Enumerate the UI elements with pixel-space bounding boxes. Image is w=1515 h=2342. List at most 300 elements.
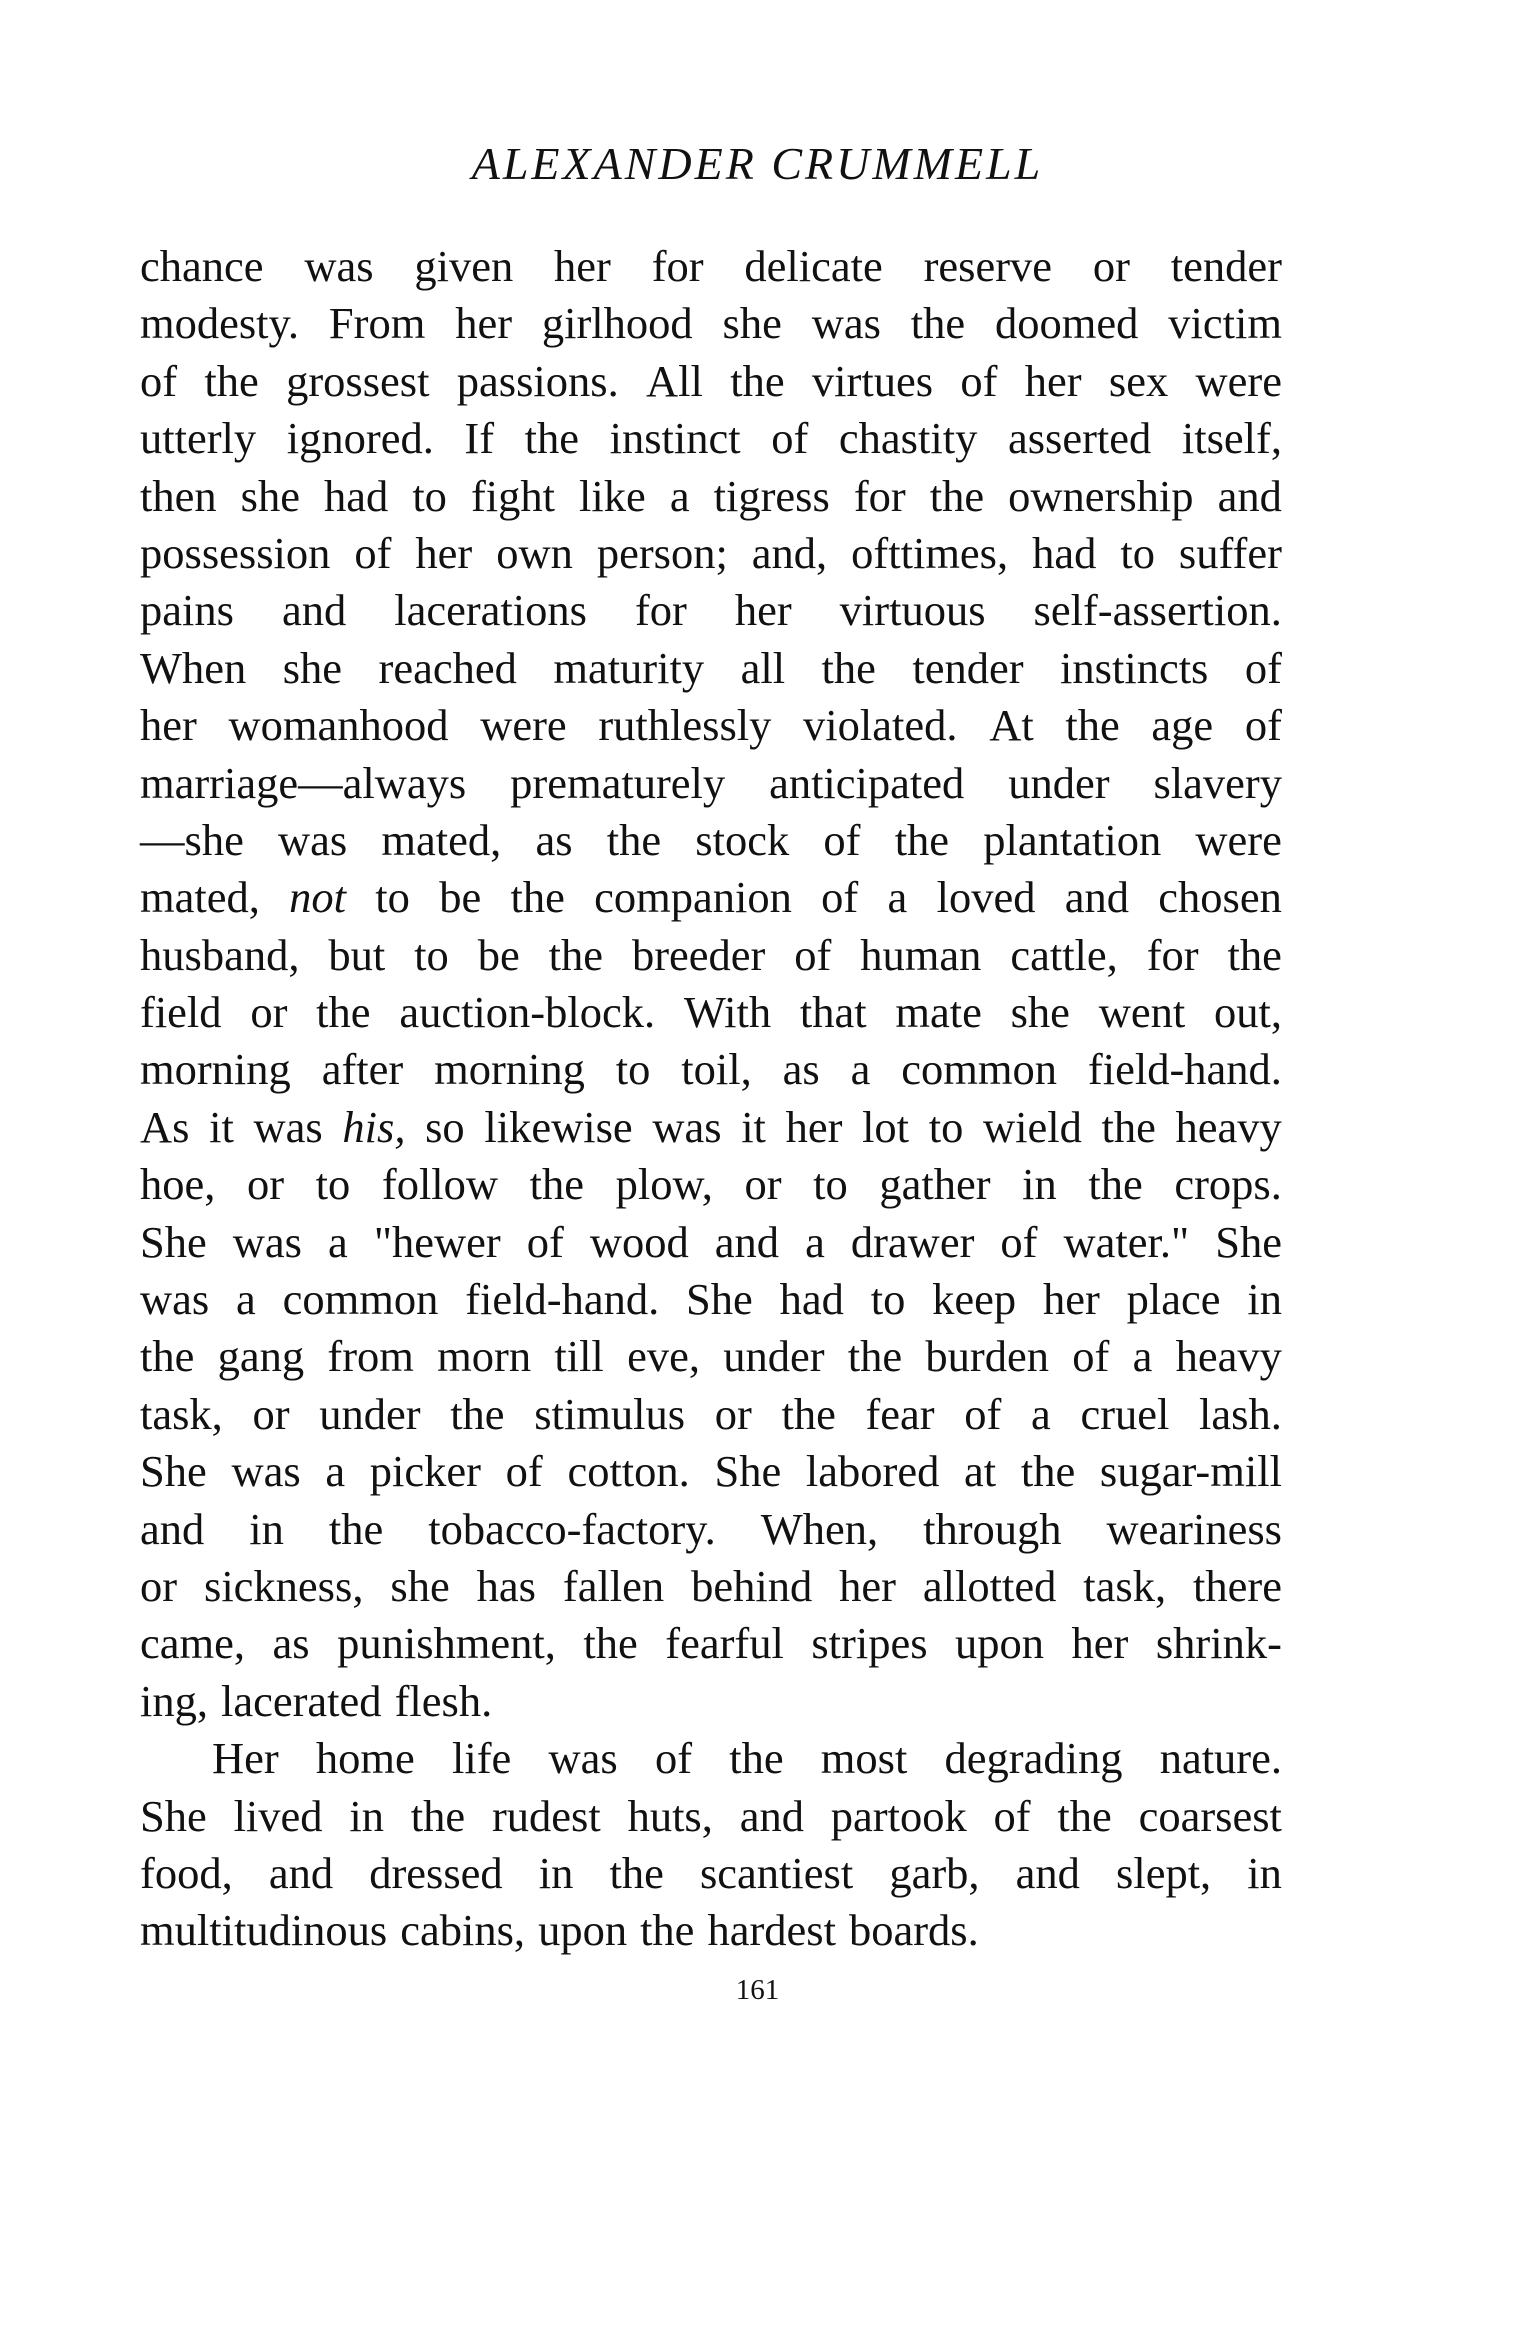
word: a (805, 1216, 825, 1267)
word: in (349, 1790, 384, 1841)
word: and (739, 1790, 804, 1841)
word: was (253, 1101, 323, 1152)
body-text (140, 238, 1282, 1960)
word: the (1057, 1790, 1112, 1841)
word: lacerations (394, 585, 587, 636)
word: coarsest (1138, 1790, 1282, 1841)
word: flesh. (394, 1675, 493, 1726)
word: the (1227, 929, 1282, 980)
word: person; (596, 527, 728, 578)
word: scantiest (699, 1847, 854, 1898)
text-line (140, 582, 1282, 639)
word: behind (691, 1560, 813, 1611)
word: the (529, 1159, 585, 1210)
word: doomed (995, 298, 1139, 349)
text-line (140, 869, 1282, 926)
word: ruthlessly (598, 700, 772, 751)
word: of (960, 355, 998, 406)
word: the (1065, 700, 1120, 751)
word: keep (932, 1274, 1017, 1325)
word: home (315, 1733, 415, 1784)
word: her (839, 1560, 896, 1611)
word: she (282, 642, 343, 693)
text-line (140, 640, 1282, 697)
text-line (140, 927, 1282, 984)
word: lived (233, 1790, 323, 1841)
word: she (722, 298, 782, 349)
word: She (140, 1216, 207, 1267)
word: has (476, 1560, 536, 1611)
running-head: ALEXANDER CRUMMELL (471, 138, 1044, 189)
word: the (910, 298, 966, 349)
word: her (140, 700, 197, 751)
word: or (714, 1388, 752, 1439)
word: picker (369, 1446, 481, 1497)
word: a (850, 1044, 871, 1095)
text-line (140, 1271, 1282, 1328)
text-line (140, 1558, 1282, 1615)
word: to (928, 1101, 964, 1152)
word: to (813, 1159, 848, 1210)
word: crops. (1174, 1159, 1282, 1210)
word: stimulus (534, 1388, 686, 1439)
word: of (140, 355, 178, 406)
word: of (964, 1388, 1002, 1439)
text-line (140, 984, 1282, 1041)
word: marriage—always (140, 757, 467, 808)
word: dressed (369, 1847, 503, 1898)
word: gang (217, 1331, 305, 1382)
word: as (782, 1044, 820, 1095)
word: had (324, 470, 389, 521)
text-line (140, 1501, 1282, 1558)
text-line (140, 1845, 1282, 1902)
text-line (140, 410, 1282, 467)
word: —she (140, 814, 244, 865)
word: she (240, 470, 300, 521)
word: of (993, 1790, 1031, 1841)
word: fight (470, 470, 556, 521)
word: at (964, 1446, 997, 1497)
word: itself, (1181, 413, 1282, 464)
word: was (811, 298, 881, 349)
word: follow (381, 1159, 499, 1210)
word: the (640, 1905, 695, 1956)
word: ignored. (286, 413, 434, 464)
word: field (140, 987, 222, 1038)
word: lash. (1199, 1388, 1282, 1439)
word: she (1010, 987, 1070, 1038)
word: in (1247, 1274, 1282, 1325)
word: field-hand. (1087, 1044, 1282, 1095)
word: that (799, 987, 867, 1038)
word: labored (805, 1446, 940, 1497)
word: her (415, 527, 473, 578)
word: and (1217, 470, 1282, 521)
word: heavy (1175, 1101, 1282, 1152)
text-line (140, 1443, 1282, 1500)
word: plow, (615, 1159, 713, 1210)
word: Her (212, 1733, 279, 1784)
word: and (714, 1216, 780, 1267)
text-line (140, 295, 1282, 352)
text-line (140, 1386, 1282, 1443)
word: his, (342, 1101, 406, 1152)
word: drawer (850, 1216, 975, 1267)
word: the (821, 642, 876, 693)
word: or (252, 1388, 290, 1439)
word: was (140, 1274, 210, 1325)
word: auction-block. (399, 987, 656, 1038)
word: the (140, 1331, 195, 1382)
word: hardest (707, 1905, 836, 1956)
word: fearful (665, 1618, 784, 1669)
word: in (1247, 1847, 1282, 1898)
word: multitudinous (140, 1905, 388, 1956)
word: possession (140, 527, 331, 578)
word: the (316, 987, 371, 1038)
word: reserve (923, 241, 1053, 291)
word: in (538, 1847, 574, 1898)
word: a (1031, 1388, 1051, 1439)
word: virtues (811, 355, 934, 406)
word: or (140, 1560, 178, 1611)
word: She (140, 1790, 207, 1841)
word: most (820, 1733, 908, 1784)
word: partook (830, 1790, 967, 1841)
word: after (321, 1044, 404, 1095)
word: own (496, 527, 573, 578)
word: the (929, 470, 985, 521)
word: be (439, 872, 482, 923)
word: task, (140, 1388, 223, 1439)
word: food, (140, 1847, 233, 1898)
word: water." (1063, 1216, 1190, 1267)
text-line (140, 1730, 1282, 1787)
word: nature. (1159, 1733, 1282, 1784)
word: to (1120, 527, 1155, 578)
word: the (510, 872, 565, 923)
word: morning (434, 1044, 585, 1095)
word: but (328, 929, 386, 980)
page-number: 161 (735, 1974, 780, 2006)
word: her (1043, 1274, 1100, 1325)
word: companion (594, 872, 792, 923)
word: rudest (491, 1790, 601, 1841)
word: till (554, 1331, 604, 1382)
word: went (1098, 987, 1186, 1038)
word: had (779, 1274, 844, 1325)
word: field-hand. (465, 1274, 660, 1325)
word: the (548, 929, 604, 980)
word: ownership (1008, 470, 1194, 521)
word: for (853, 470, 906, 521)
word: modesty. (140, 298, 300, 349)
word: were (1195, 355, 1282, 406)
word: the (524, 413, 580, 464)
word: utterly (140, 413, 257, 464)
word: the (1101, 1101, 1156, 1152)
word: common (901, 1044, 1058, 1095)
word: mated, (140, 872, 260, 923)
word: of (1072, 1331, 1110, 1382)
word: When, (760, 1503, 879, 1554)
word: and, (751, 527, 828, 578)
word: to (870, 1274, 906, 1325)
word: the (847, 1331, 903, 1382)
word: out, (1213, 987, 1282, 1038)
word: to (412, 470, 447, 521)
word: toil, (681, 1044, 752, 1095)
word: was (278, 814, 348, 865)
word: the (204, 355, 259, 406)
word: for (651, 241, 704, 291)
word: suffer (1178, 527, 1282, 578)
word: virtuous (839, 585, 986, 636)
word: a (236, 1274, 256, 1325)
word: loved (936, 872, 1036, 923)
word: then (140, 470, 217, 521)
word: life (452, 1733, 512, 1784)
word: or (744, 1159, 782, 1210)
word: slept, (1116, 1847, 1212, 1898)
word: instincts (1060, 642, 1209, 693)
word: cotton. (567, 1446, 690, 1497)
text-line (140, 1788, 1282, 1845)
word: wield (982, 1101, 1082, 1152)
word: was (548, 1733, 618, 1784)
word: of (654, 1733, 693, 1784)
word: heavy (1175, 1331, 1282, 1382)
word: it (741, 1101, 766, 1152)
word: ofttimes, (851, 527, 1009, 578)
word: to (615, 1044, 651, 1095)
word: all (740, 642, 786, 693)
word: slavery (1153, 757, 1282, 808)
word: victim (1168, 298, 1282, 349)
word: of (1244, 642, 1282, 693)
word: boards. (848, 1905, 979, 1956)
word: gather (879, 1159, 991, 1210)
word: sex (1108, 355, 1169, 406)
word: grossest (286, 355, 430, 406)
word: her (734, 585, 792, 636)
word: human (860, 929, 982, 980)
word: were (480, 700, 567, 751)
word: of (823, 814, 861, 865)
word: She (1215, 1216, 1282, 1267)
word: and (1015, 1847, 1080, 1898)
word: common (282, 1274, 439, 1325)
word: the (450, 1388, 505, 1439)
word: the (1020, 1446, 1076, 1497)
word: garb, (889, 1847, 980, 1898)
text-line (140, 353, 1282, 410)
word: under (723, 1331, 825, 1382)
word: burden (925, 1331, 1049, 1382)
word: self-assertion. (1033, 585, 1282, 636)
word: place (1126, 1274, 1221, 1325)
word: came, (140, 1618, 245, 1669)
word: of (1000, 1216, 1038, 1267)
word: the (894, 814, 950, 865)
word: prematurely (510, 757, 726, 808)
word: likewise (484, 1101, 633, 1152)
word: hoe, (140, 1159, 216, 1210)
word: chosen (1158, 872, 1282, 923)
word: as (272, 1618, 310, 1669)
word: weariness (1106, 1503, 1282, 1554)
word: With (683, 987, 772, 1038)
word: stock (695, 814, 790, 865)
word: girlhood (541, 298, 693, 349)
text-line (140, 1214, 1282, 1271)
word: cruel (1080, 1388, 1170, 1439)
word: tender (1170, 241, 1282, 291)
word: given (414, 241, 514, 291)
word: the (781, 1388, 836, 1439)
word: a (887, 872, 908, 923)
text-line (140, 697, 1282, 754)
word: was (652, 1101, 722, 1152)
word: breeder (631, 929, 766, 980)
word: her (455, 298, 513, 349)
word: "hewer (373, 1216, 501, 1267)
word: as (535, 814, 573, 865)
word: or (246, 1159, 285, 1210)
text-line (140, 1328, 1282, 1385)
word: her (1071, 1618, 1129, 1669)
word: pains (140, 585, 234, 636)
word: there (1193, 1560, 1282, 1611)
word: of (1244, 700, 1282, 751)
word: it (209, 1101, 234, 1152)
word: sugar-mill (1099, 1446, 1282, 1497)
word: through (923, 1503, 1062, 1554)
word: At (989, 700, 1034, 751)
text-line (140, 1615, 1282, 1672)
word: a (325, 1446, 346, 1497)
word: mate (895, 987, 982, 1038)
word: upon (955, 1618, 1045, 1669)
word: were (1195, 814, 1282, 865)
word: and (1064, 872, 1129, 923)
word: or (1092, 241, 1130, 291)
word: of (794, 929, 832, 980)
word: task, (1083, 1560, 1167, 1611)
word: to (315, 1159, 351, 1210)
word: She (140, 1446, 207, 1497)
word: As (140, 1101, 190, 1152)
word: reached (378, 642, 517, 693)
word: violated. (803, 700, 958, 751)
word: tigress (713, 470, 830, 521)
word: and (281, 585, 347, 636)
word: passions. (456, 355, 619, 406)
text-line (140, 1041, 1282, 1098)
word: was (231, 1446, 301, 1497)
word: sickness, (204, 1560, 364, 1611)
word: From (328, 298, 426, 349)
word: from (327, 1331, 414, 1382)
word: lot (862, 1101, 910, 1152)
word: was (304, 241, 374, 291)
word: fallen (562, 1560, 665, 1611)
word: to (414, 929, 449, 980)
word: anticipated (769, 757, 965, 808)
word: upon (538, 1905, 628, 1956)
word: allotted (922, 1560, 1057, 1611)
word: maturity (553, 642, 705, 693)
word: for (1146, 929, 1199, 980)
word: the (328, 1503, 384, 1554)
word: wood (589, 1216, 689, 1267)
word: a (669, 470, 690, 521)
word: tender (912, 642, 1024, 693)
word: not (289, 872, 347, 923)
word: in (1022, 1159, 1057, 1210)
text-line (140, 1673, 1282, 1730)
word: If (464, 413, 495, 464)
word: under (319, 1388, 421, 1439)
text-line (140, 238, 1282, 295)
word: degrading (944, 1733, 1123, 1784)
word: was (232, 1216, 302, 1267)
word: She (686, 1274, 753, 1325)
word: to (375, 872, 410, 923)
word: husband, (140, 929, 300, 980)
word: and (140, 1503, 205, 1554)
word: of (821, 872, 859, 923)
word: or (250, 987, 288, 1038)
word: the (730, 355, 785, 406)
word: like (579, 470, 646, 521)
word: cabins, (400, 1905, 526, 1956)
word: asserted (1007, 413, 1152, 464)
word: under (1008, 757, 1110, 808)
text-line (140, 1099, 1282, 1156)
word: morn (437, 1331, 532, 1382)
word: womanhood (228, 700, 449, 751)
word: her (785, 1101, 843, 1152)
word: for (634, 585, 687, 636)
word: mated, (381, 814, 502, 865)
word: punishment, (337, 1618, 556, 1669)
word: cattle, (1010, 929, 1118, 980)
word: she (390, 1560, 450, 1611)
word: the (410, 1790, 466, 1841)
word: age (1151, 700, 1214, 751)
word: fear (865, 1388, 935, 1439)
word: the (583, 1618, 638, 1669)
word: ing, (140, 1675, 208, 1726)
word: of (526, 1216, 564, 1267)
word: in (249, 1503, 284, 1554)
word: so (425, 1101, 465, 1152)
word: had (1032, 527, 1097, 578)
word: delicate (744, 241, 883, 291)
word: of (505, 1446, 543, 1497)
text-line (140, 812, 1282, 869)
word: shrink- (1155, 1618, 1282, 1669)
word: plantation (983, 814, 1162, 865)
word: lacerated (221, 1675, 382, 1726)
word: be (477, 929, 520, 980)
text-line (140, 525, 1282, 582)
word: the (609, 1847, 664, 1898)
word: the (729, 1733, 784, 1784)
word: a (1132, 1331, 1153, 1382)
